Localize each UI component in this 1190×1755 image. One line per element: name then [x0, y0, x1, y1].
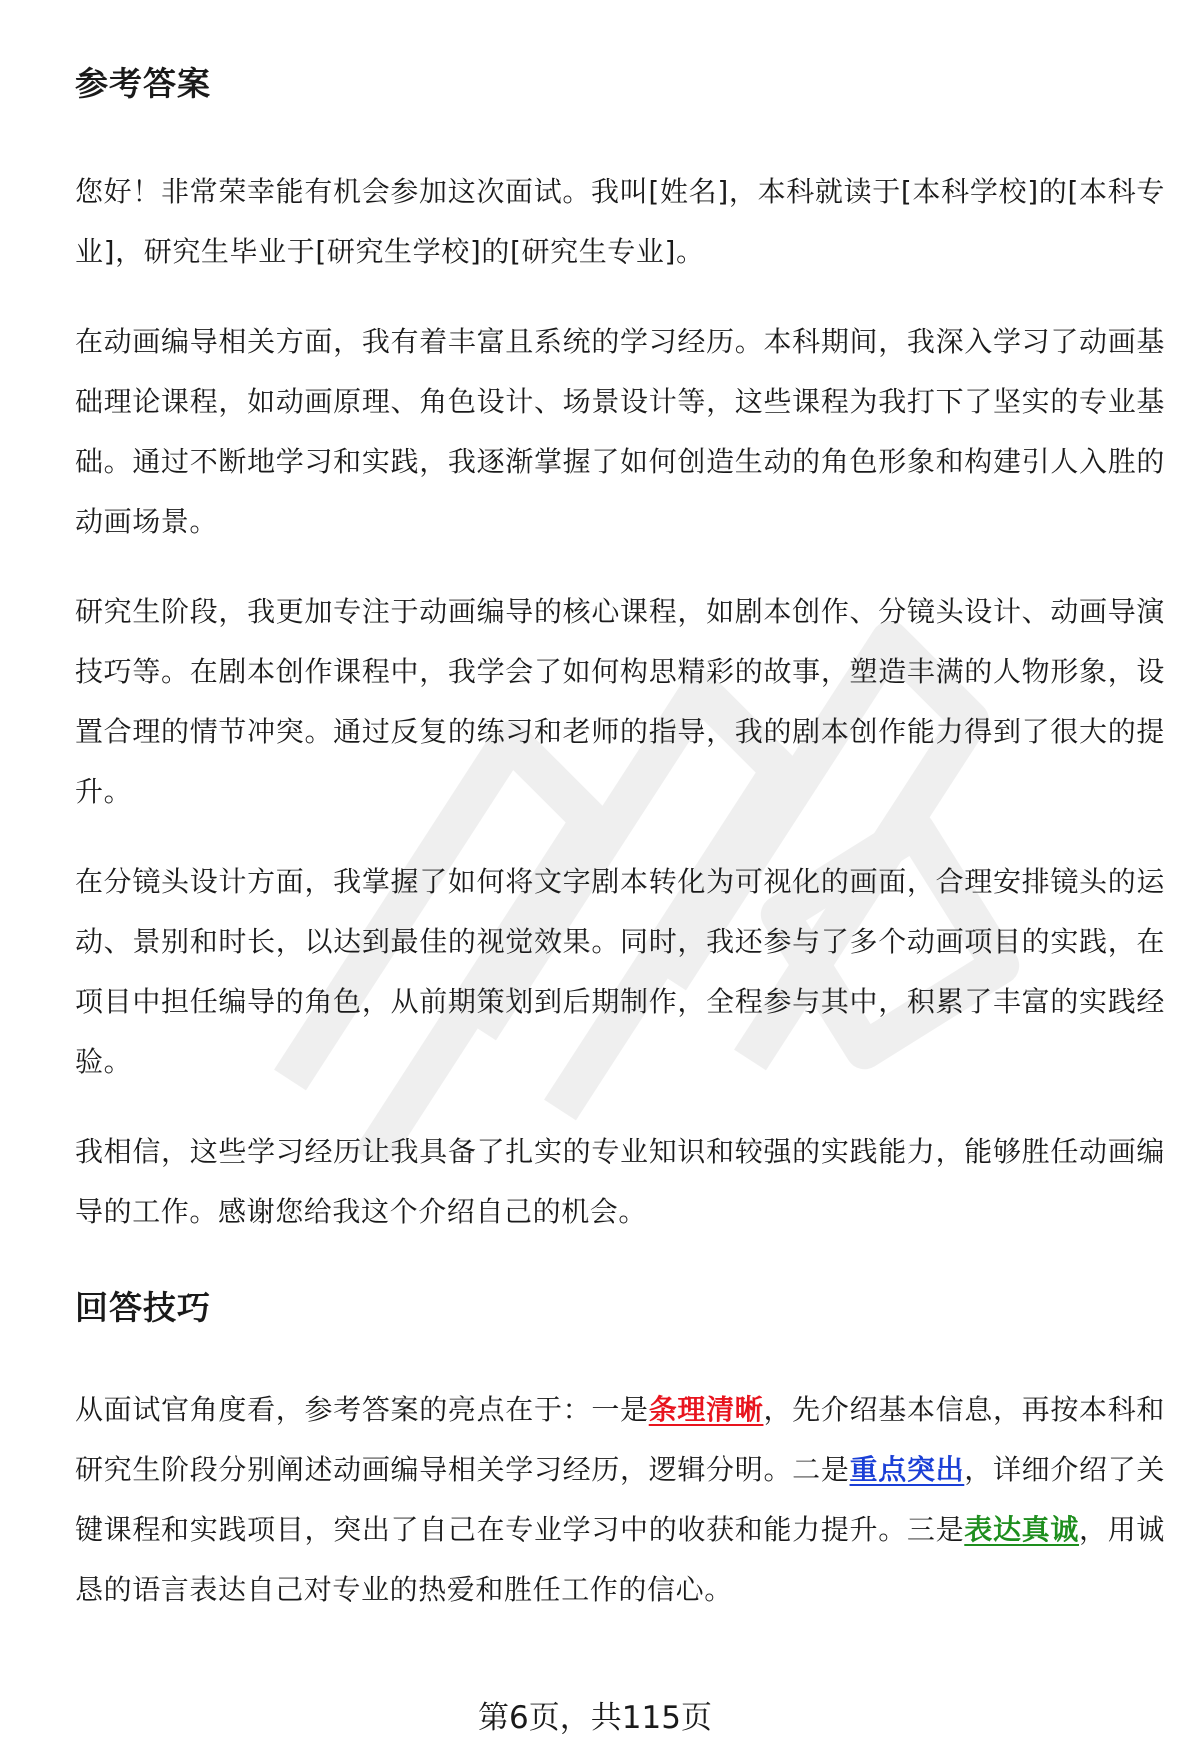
highlight-keyword-2: 重点突出: [849, 1453, 965, 1486]
answer-paragraph-storyboard: 在分镜头设计方面，我掌握了如何将文字剧本转化为可视化的画面，合理安排镜头的运动、景别和时长，以达到最佳的视觉效果。同时，我还参与了多个动画项目的实践，在项目中担任编导的角色，从前期策划到后期制作，全程参与其中，积累了丰富的实践经验。: [75, 865, 1165, 1078]
highlight-keyword-1: 条理清晰: [648, 1393, 764, 1426]
tips-text-1: 从面试官角度看，参考答案的亮点在于：一是: [75, 1393, 649, 1426]
section-heading-reference-answer: 参考答案: [75, 64, 211, 103]
section-heading-answer-tips: 回答技巧: [75, 1288, 211, 1327]
tips-paragraph: [75, 1380, 1165, 1620]
answer-paragraph-undergrad: 在动画编导相关方面，我有着丰富且系统的学习经历。本科期间，我深入学习了动画基础理论课程，如动画原理、角色设计、场景设计等，这些课程为我打下了坚实的专业基础。通过不断地学习和实践，我逐渐掌握了如何创造生动的角色形象和构建引人入胜的动画场景。: [75, 325, 1165, 538]
tips-text-4: ，用诚恳的语言表达自己对专业的热爱和胜任工作的信心。: [75, 1513, 1165, 1606]
tips-text-2: ，先介绍基本信息，再按本科和研究生阶段分别阐述动画编导相关学习经历，逻辑分明。二是: [75, 1393, 1165, 1486]
highlight-keyword-3: 表达真诚: [964, 1513, 1080, 1546]
answer-paragraph-intro: 您好！非常荣幸能有机会参加这次面试。我叫[姓名]，本科就读于[本科学校]的[本科专业]，研究生毕业于[研究生学校]的[研究生专业]。: [75, 175, 1165, 268]
answer-paragraph-graduate: 研究生阶段，我更加专注于动画编导的核心课程，如剧本创作、分镜头设计、动画导演技巧等。在剧本创作课程中，我学会了如何构思精彩的故事，塑造丰满的人物形象，设置合理的情节冲突。通过反复的练习和老师的指导，我的剧本创作能力得到了很大的提升。: [75, 595, 1165, 808]
page-number-footer: 第6页，共115页: [478, 1700, 712, 1736]
tips-text-3: ，详细介绍了关键课程和实践项目，突出了自己在专业学习中的收获和能力提升。三是: [75, 1453, 1165, 1546]
answer-paragraph-closing: 我相信，这些学习经历让我具备了扎实的专业知识和较强的实践能力，能够胜任动画编导的工作。感谢您给我这个介绍自己的机会。: [75, 1135, 1165, 1228]
